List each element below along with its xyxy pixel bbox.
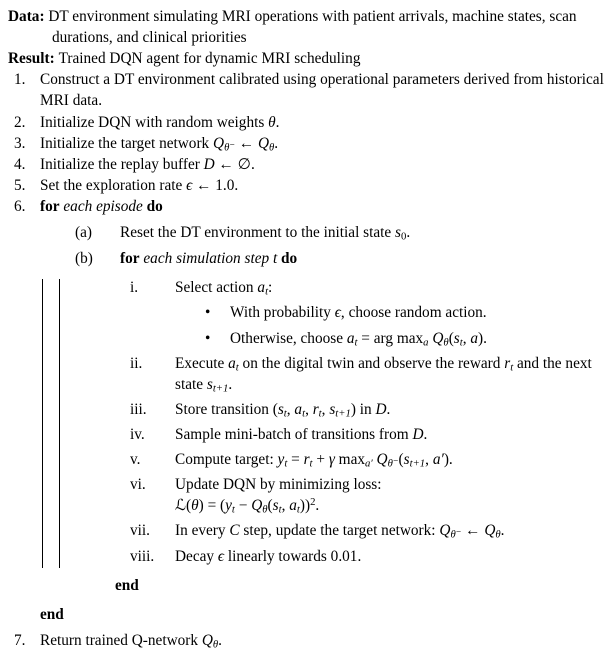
step-number: 7. xyxy=(14,631,26,649)
algo-bullet-1 xyxy=(205,302,604,323)
substep-label: (b) xyxy=(75,250,93,268)
innerstep-label: v. xyxy=(130,451,141,469)
algo-innerstep-iii xyxy=(130,399,604,420)
algo-innerstep-i xyxy=(130,277,604,298)
step-number: 4. xyxy=(14,155,26,173)
innerstep-text: Update DQN by minimizing loss: ℒ(θ) = ($y_t - Q_\theta(s_t$, $a_t))^2$. xyxy=(175,476,382,516)
innerstep-label: ii. xyxy=(130,354,143,372)
innerstep-label: iv. xyxy=(130,425,145,443)
algo-step-4 xyxy=(8,154,604,175)
algo-step-2 xyxy=(8,112,604,133)
algo-substep-a xyxy=(75,222,604,243)
substep-label: (a) xyxy=(75,224,92,242)
algo-innerstep-vii xyxy=(130,520,604,541)
step-text: Initialize the target network $Q_{\theta^-}$ ← $Q_\theta$. xyxy=(40,134,279,154)
algo-step-6-for-loop xyxy=(8,196,604,217)
innerstep-label: iii. xyxy=(130,400,147,418)
bullet-text: Otherwise, choose $a_t$ = arg $\max_a Q_\theta(s_t$, a). xyxy=(230,329,487,349)
algo-step-1 xyxy=(8,69,604,111)
innerstep-text: Decay ϵ linearly towards 0.01. xyxy=(175,547,362,565)
bullet-text: With probability ϵ, choose random action. xyxy=(230,304,487,322)
step-number: 2. xyxy=(14,113,26,131)
innerstep-label: viii. xyxy=(130,547,155,565)
algo-step-5 xyxy=(8,175,604,196)
algo-bullet-2 xyxy=(205,328,604,349)
substep-text: Reset the DT environment to the initial state $s_0$. xyxy=(120,224,411,243)
step-text: Initialize DQN with random weights θ. xyxy=(40,113,280,131)
algo-innerstep-iv xyxy=(130,424,604,445)
algo-innerstep-v xyxy=(130,449,604,470)
step-text: Return trained Q-network $Q_\theta$. xyxy=(40,631,222,651)
outer-loop-rule xyxy=(42,279,43,567)
algo-step-3 xyxy=(8,133,604,154)
step-text: for each episode do xyxy=(40,197,163,215)
algo-innerstep-vi xyxy=(130,474,604,516)
step-text: Construct a DT environment calibrated using operational parameters derived from historical MRI data. xyxy=(40,71,604,110)
innerstep-text: Execute $a_t$ on the digital twin and observe the reward $r_t$ and the next state $s_{t+1}$. xyxy=(175,354,592,395)
step-text: Set the exploration rate ϵ ← 1.0. xyxy=(40,176,239,194)
step-text: Initialize the replay buffer D ← ∅. xyxy=(40,155,255,173)
algo-result-line: Result: Trained DQN agent for dynamic MRI scheduling xyxy=(8,50,361,68)
innerstep-text: In every C step, update the target network: $Q_{\theta^-}$ ← $Q_\theta$. xyxy=(175,522,505,542)
inner-loop-rule xyxy=(59,279,60,567)
algo-step-7 xyxy=(8,630,604,651)
step-number: 6. xyxy=(14,197,26,215)
algo-data-line: Data: DT environment simulating MRI operations with patient arrivals, machine states, scan durations, and clinical priorities xyxy=(8,8,577,47)
innerstep-label: vii. xyxy=(130,522,150,540)
algo-innerstep-viii xyxy=(130,546,604,567)
step-number: 1. xyxy=(14,71,26,89)
bullet-marker: • xyxy=(205,329,211,347)
inner-end-keyword: end xyxy=(115,576,139,594)
step-number: 5. xyxy=(14,176,26,194)
innerstep-text: Store transition ($s_t$, $a_t$, $r_t$, $s_{t+1}$) in D. xyxy=(175,400,391,420)
innerstep-label: i. xyxy=(130,279,139,297)
bullet-marker: • xyxy=(205,304,211,322)
inner-loop-body xyxy=(8,277,604,569)
innerstep-text: Compute target: $y_t = r_t + \gamma$ $\max_{a'} Q_{\theta^-}(s_{t+1}$, a′). xyxy=(175,451,453,470)
outer-end-keyword: end xyxy=(40,605,64,623)
innerstep-text: Sample mini-batch of transitions from D. xyxy=(175,425,428,443)
step-number: 3. xyxy=(14,134,26,152)
innerstep-label: vi. xyxy=(130,476,146,494)
substep-text: for each simulation step t do xyxy=(120,250,298,268)
algo-substep-b-for-loop xyxy=(75,248,604,269)
algo-innerstep-ii xyxy=(130,353,604,395)
innerstep-text: Select action $a_t$: xyxy=(175,279,273,298)
